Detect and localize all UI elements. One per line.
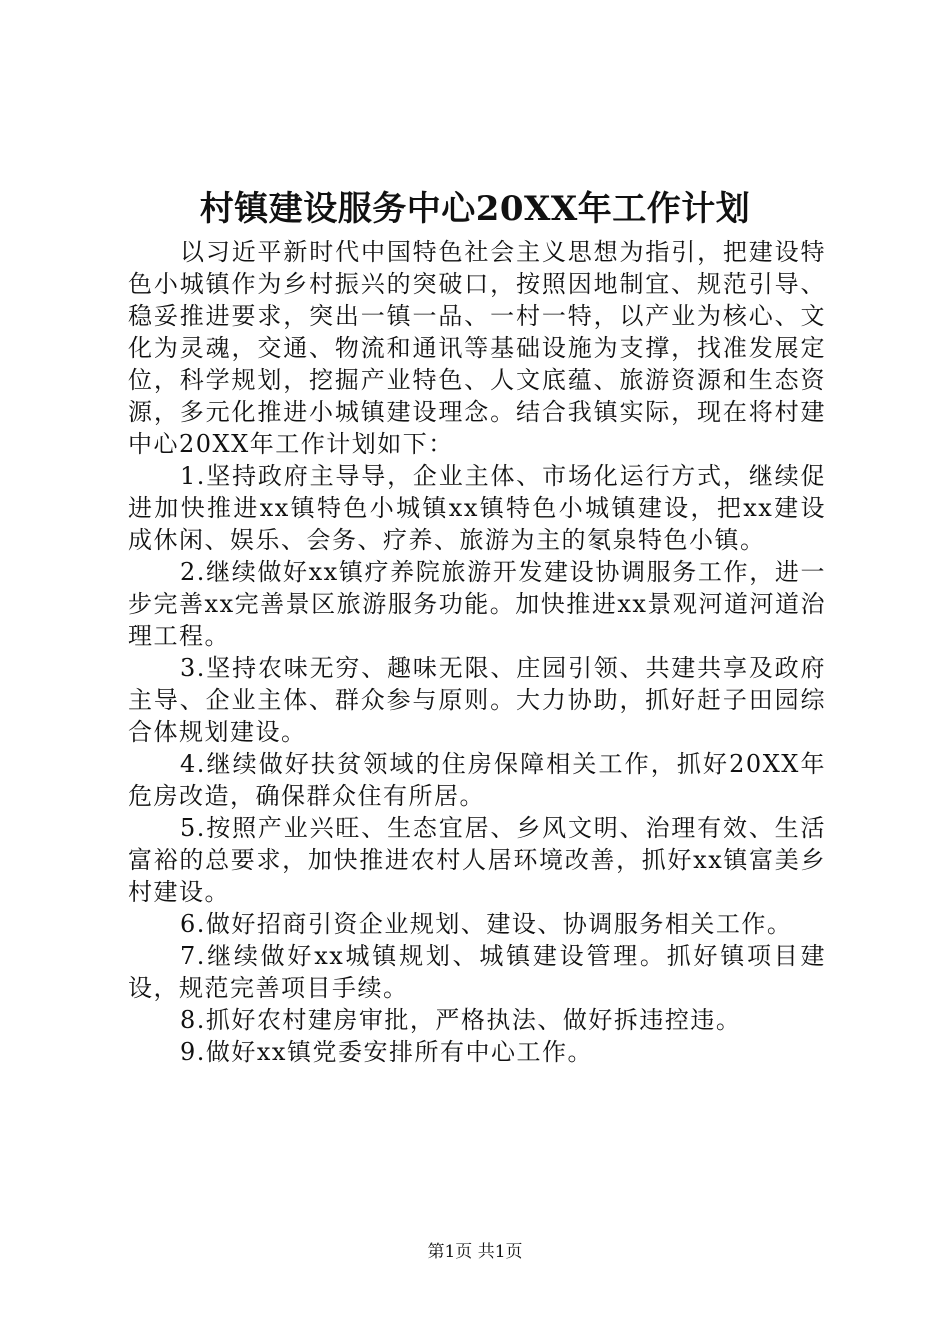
plan-item-5: 5.按照产业兴旺、生态宜居、乡风文明、治理有效、生活富裕的总要求，加快推进农村人居环境改善，抓好xx镇富美乡村建设。 [128,814,826,906]
plan-item-6: 6.做好招商引资企业规划、建设、协调服务相关工作。 [180,910,793,938]
plan-item-7: 7.继续做好xx城镇规划、城镇建设管理。抓好镇项目建设，规范完善项目手续。 [128,942,826,1002]
intro-paragraph: 以习近平新时代中国特色社会主义思想为指引，把建设特色小城镇作为乡村振兴的突破口，按照因地制宜、规范引导、稳妥推进要求，突出一镇一品、一村一特，以产业为核心、文化为灵魂，交通、物流和通讯等基础设施为支撑，找准发展定位，科学规划，挖掘产业特色、人文底蕴、旅游资源和生态资源，多元化推进小城镇建设理念。结合我镇实际，现在将村建中心20XX年工作计划如下： [128,238,826,458]
plan-item-8: 8.抓好农村建房审批，严格执法、做好拆违控违。 [180,1006,742,1034]
plan-item-2: 2.继续做好xx镇疗养院旅游开发建设协调服务工作，进一步完善xx完善景区旅游服务功能。加快推进xx景观河道河道治理工程。 [128,558,826,650]
page-footer: 第1页 共1页 [427,1242,523,1262]
plan-item-9: 9.做好xx镇党委安排所有中心工作。 [180,1038,593,1066]
plan-item-4: 4.继续做好扶贫领域的住房保障相关工作，抓好20XX年危房改造，确保群众住有所居。 [128,750,826,810]
document-body [128,236,826,1068]
document-title: 村镇建设服务中心20XX年工作计划 [199,189,751,229]
plan-item-1: 1.坚持政府主导导，企业主体、市场化运行方式，继续促进加快推进xx镇特色小城镇xx镇特色小城镇建设，把xx建设成休闲、娱乐、会务、疗养、旅游为主的氡泉特色小镇。 [128,462,826,554]
plan-item-3: 3.坚持农味无穷、趣味无限、庄园引领、共建共享及政府主导、企业主体、群众参与原则。大力协助，抓好赶子田园综合体规划建设。 [128,654,826,746]
